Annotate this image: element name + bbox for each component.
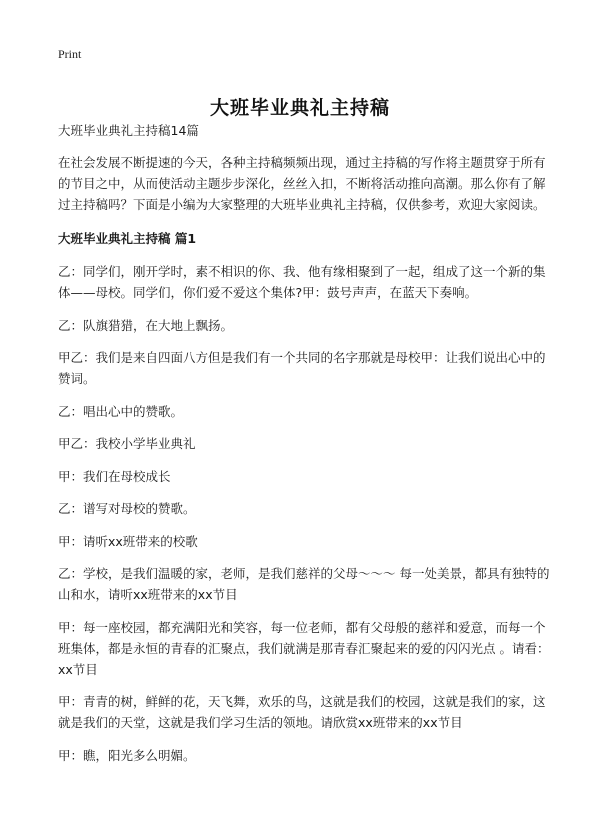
script-paragraph: 乙：队旗猎猎，在大地上飘扬。 [58,317,234,333]
script-paragraph: 乙：唱出心中的赞歌。 [58,403,184,419]
script-paragraph: 乙：学校，是我们温暖的家，老师，是我们慈祥的父母～～～ 每一处美景，都具有独特的山和水，请听xx班带来的xx节目 [58,566,550,602]
intro-paragraph: 在社会发展不断提速的今天，各种主持稿频频出现，通过主持稿的写作将主题贯穿于所有的节目之中，从而使活动主题步步深化，丝丝入扣，不断将活动推向高潮。那么你有了解过主持稿吗？下面是小编为大家整理的大班毕业典礼主持稿，仅供参考，欢迎大家阅读。 [58,155,546,212]
script-paragraph: 甲乙：我们是来自四面八方但是我们有一个共同的名字那就是母校甲：让我们说出心中的赞词。 [58,350,546,386]
section-heading: 大班毕业典礼主持稿 篇1 [58,231,197,246]
script-paragraph: 甲：请听xx班带来的校歌 [58,533,198,549]
script-paragraph: 乙：同学们，刚开学时，素不相识的你、我、他有缘相聚到了一起，组成了这一个新的集体——母校。同学们，你们爱不爱这个集体?甲：鼓号声声，在蓝天下奏响。 [58,264,546,300]
document-body [58,120,550,777]
script-paragraph: 甲：我们在母校成长 [58,468,171,484]
script-paragraph: 乙：谱写对母校的赞歌。 [58,501,196,516]
script-paragraph: 甲：瞧，阳光多么明媚。 [58,747,196,763]
script-paragraph: 甲：每一座校园，都充满阳光和笑容，每一位老师，都有父母般的慈祥和爱意，而每一个班集体，都是永恒的青春的汇聚点，我们就满是那青春汇聚起来的爱的闪闪光点 。请看：xx节目 [58,619,550,677]
script-paragraph: 甲乙：我校小学毕业典礼 [58,436,196,451]
page-title: 大班毕业典礼主持稿 [209,96,390,119]
script-paragraph: 甲：青青的树，鲜鲜的花，天飞舞，欢乐的鸟，这就是我们的校园，这就是我们的家，这就是我们的天堂，这就是我们学习生活的领地。请欣赏xx班带来的xx节目 [58,694,546,730]
document-subtitle: 大班毕业典礼主持稿14篇 [58,123,199,138]
print-link[interactable]: Print [58,47,82,61]
